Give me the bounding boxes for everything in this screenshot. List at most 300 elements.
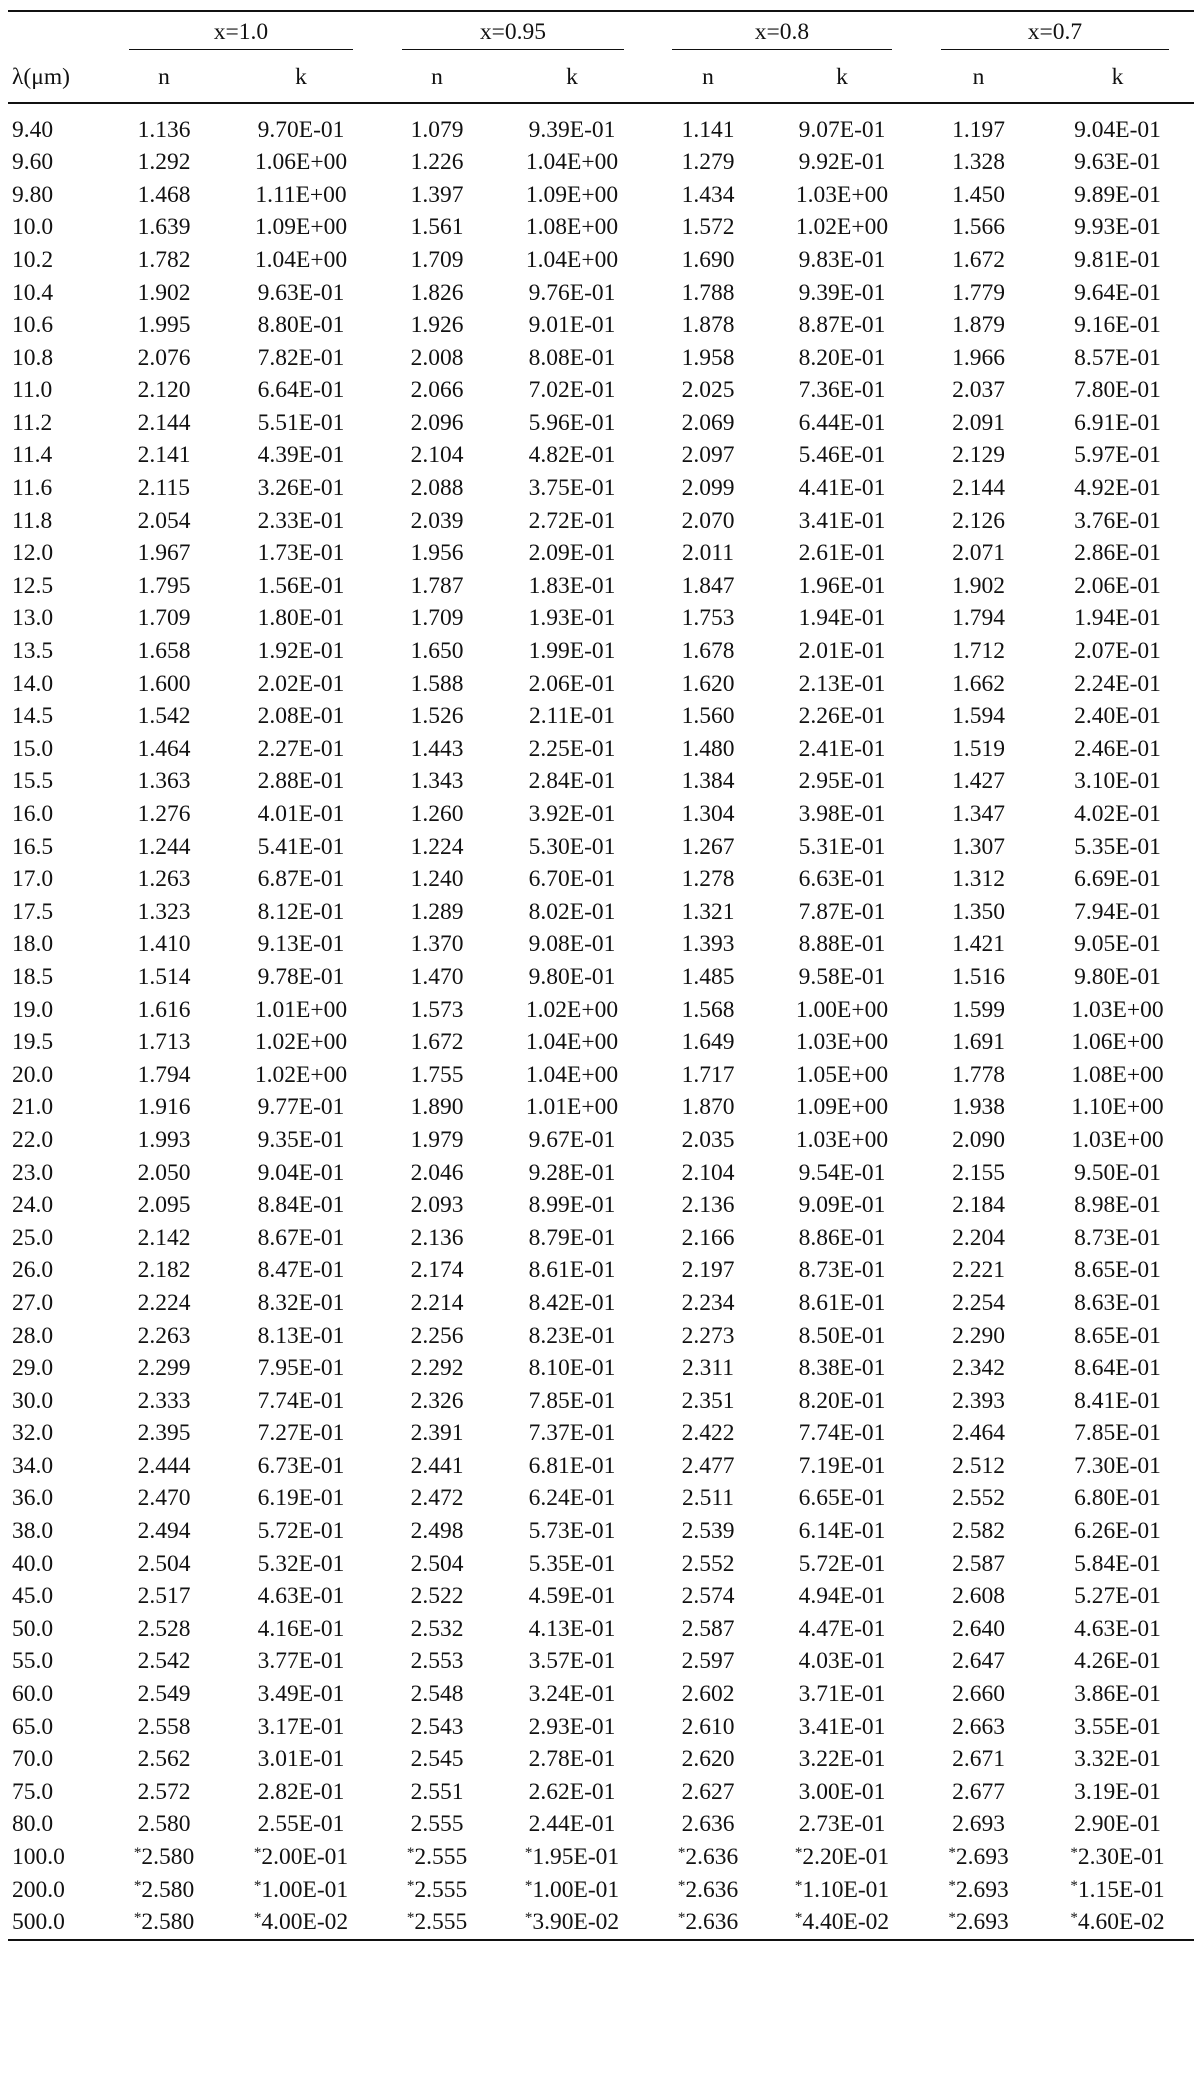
k-cell: 3.01E-01 (257, 1746, 345, 1773)
k-cell: 4.47E-01 (798, 1615, 886, 1642)
k-cell: 7.19E-01 (798, 1452, 886, 1479)
asterisk-mark: * (133, 1845, 142, 1862)
wavelength-cell: 40.0 (12, 1550, 54, 1577)
k-cell: 6.69E-01 (1074, 866, 1161, 893)
n-cell: 2.104 (681, 1159, 735, 1186)
k-cell: 8.86E-01 (798, 1224, 886, 1251)
n-cell: 2.636 (681, 1811, 735, 1838)
k-cell: 2.55E-01 (257, 1811, 345, 1838)
table-row (8, 1027, 1194, 1060)
k-cell: 3.10E-01 (1074, 768, 1161, 795)
n-cell: 1.753 (681, 605, 735, 632)
n-cell: 2.155 (952, 1159, 1005, 1186)
k-cell: 7.94E-01 (1074, 898, 1161, 925)
n-cell: 1.650 (410, 638, 464, 665)
cell-value: 2.30E-01 (1077, 1844, 1165, 1871)
n-cell: 2.342 (952, 1355, 1005, 1382)
table-row (8, 1516, 1194, 1549)
n-cell: 2.587 (681, 1615, 735, 1642)
n-cell: 1.468 (137, 181, 191, 208)
n-cell: 2.142 (137, 1224, 191, 1251)
wavelength-cell: 19.5 (12, 1029, 54, 1056)
n-cell: 1.717 (681, 1061, 735, 1088)
k-cell: 1.03E+00 (795, 181, 889, 208)
k-cell: 3.19E-01 (1074, 1778, 1161, 1805)
k-cell: 6.64E-01 (257, 377, 345, 404)
k-cell: 4.02E-01 (1074, 801, 1161, 828)
k-cell: 7.95E-01 (257, 1355, 345, 1382)
n-cell: 1.304 (681, 801, 735, 828)
k-cell: 5.51E-01 (257, 409, 345, 436)
k-cell: 5.72E-01 (257, 1518, 345, 1545)
table-row (8, 668, 1194, 701)
asterisk-mark: * (1070, 1845, 1078, 1862)
n-cell: 2.008 (410, 344, 464, 371)
n-cell (378, 1874, 496, 1907)
k-cell: 9.93E-01 (1074, 214, 1161, 241)
k-cell: 9.04E-01 (257, 1159, 345, 1186)
table-row (8, 407, 1194, 440)
n-cell (648, 1907, 768, 1940)
wavelength-cell: 55.0 (12, 1648, 54, 1675)
table-row (8, 1809, 1194, 1842)
asterisk-mark: * (253, 1845, 262, 1862)
k-cell: 7.85E-01 (528, 1387, 616, 1414)
n-cell: 1.485 (681, 963, 735, 990)
k-cell: 2.08E-01 (257, 703, 345, 730)
table-row (8, 1287, 1194, 1320)
asterisk-mark: * (406, 1845, 415, 1862)
n-cell: 1.079 (410, 116, 464, 143)
n-cell: 1.870 (681, 1094, 735, 1121)
k-cell (496, 1874, 648, 1907)
wavelength-cell: 36.0 (12, 1485, 54, 1512)
n-cell: 2.071 (952, 540, 1005, 567)
n-cell: 2.545 (410, 1746, 464, 1773)
n-cell: 2.660 (952, 1681, 1005, 1708)
n-cell: 1.427 (952, 768, 1005, 795)
wavelength-cell: 23.0 (12, 1159, 54, 1186)
k-cell: 1.04E+00 (525, 1061, 619, 1088)
k-cell: 2.33E-01 (257, 507, 345, 534)
wavelength-cell: 11.6 (12, 475, 53, 502)
asterisk-mark: * (948, 1910, 956, 1927)
table-row (8, 1776, 1194, 1809)
k-cell: 8.88E-01 (798, 931, 886, 958)
k-cell: 8.61E-01 (798, 1289, 886, 1316)
k-cell: 6.63E-01 (798, 866, 886, 893)
n-cell: 2.470 (137, 1485, 191, 1512)
cell-value: 2.636 (685, 1876, 739, 1903)
k-cell: 5.96E-01 (528, 409, 616, 436)
k-cell: 1.80E-01 (257, 605, 345, 632)
wavelength-cell: 50.0 (12, 1615, 54, 1642)
n-cell: 1.519 (952, 735, 1005, 762)
n-cell: 1.312 (952, 866, 1005, 893)
group-header-x095 (378, 12, 648, 54)
wavelength-cell: 10.2 (12, 246, 54, 273)
n-cell (916, 1874, 1041, 1907)
k-cell: 9.16E-01 (1074, 312, 1161, 339)
k-cell: 3.75E-01 (528, 475, 616, 502)
k-cell: 2.82E-01 (257, 1778, 345, 1805)
k-cell: 8.98E-01 (1074, 1192, 1161, 1219)
k-cell: 4.39E-01 (257, 442, 345, 469)
n-cell: 1.709 (137, 605, 191, 632)
k-cell: 8.08E-01 (528, 344, 616, 371)
n-cell: 2.539 (681, 1518, 735, 1545)
table-row (8, 929, 1194, 962)
n-cell: 2.174 (410, 1257, 464, 1284)
n-cell: 2.393 (952, 1387, 1005, 1414)
n-cell: 1.323 (137, 898, 191, 925)
table-row (8, 961, 1194, 994)
n-cell: 1.755 (410, 1061, 464, 1088)
n-cell: 1.782 (137, 246, 191, 273)
k-cell: 3.55E-01 (1074, 1713, 1161, 1740)
k-cell: 4.63E-01 (257, 1583, 345, 1610)
n-cell: 1.393 (681, 931, 735, 958)
n-cell: 1.620 (681, 670, 735, 697)
k-cell: 6.81E-01 (528, 1452, 616, 1479)
wavelength-cell: 70.0 (12, 1746, 54, 1773)
wavelength-cell: 27.0 (12, 1289, 54, 1316)
k-cell: 7.02E-01 (528, 377, 616, 404)
n-header: n (378, 54, 496, 103)
cell-value: 2.693 (955, 1876, 1009, 1903)
n-cell: 1.649 (681, 1029, 735, 1056)
k-cell: 1.03E+00 (1071, 1126, 1164, 1153)
n-cell: 2.580 (137, 1811, 191, 1838)
k-cell: 9.77E-01 (257, 1094, 345, 1121)
k-cell: 9.80E-01 (528, 963, 616, 990)
k-cell: 3.71E-01 (798, 1681, 886, 1708)
wavelength-cell: 12.0 (12, 540, 54, 567)
k-cell: 1.04E+00 (525, 246, 619, 273)
asterisk-mark: * (794, 1910, 803, 1927)
group-label: x=0.95 (402, 21, 623, 51)
asterisk-mark: * (253, 1910, 262, 1927)
table-row (8, 375, 1194, 408)
k-cell: 8.65E-01 (1074, 1322, 1161, 1349)
n-cell: 2.076 (137, 344, 191, 371)
k-cell: 5.27E-01 (1074, 1583, 1161, 1610)
k-cell: 1.10E+00 (1071, 1094, 1164, 1121)
table-row (8, 114, 1194, 147)
n-cell: 2.091 (952, 409, 1005, 436)
asterisk-mark: * (1070, 1910, 1078, 1927)
n-cell: 2.582 (952, 1518, 1005, 1545)
k-cell: 2.46E-01 (1074, 735, 1161, 762)
k-cell: 9.08E-01 (528, 931, 616, 958)
k-cell: 1.09E+00 (525, 181, 619, 208)
k-cell (1041, 1841, 1194, 1874)
k-cell: 7.85E-01 (1074, 1420, 1161, 1447)
n-cell: 1.787 (410, 572, 464, 599)
table-row (8, 1059, 1194, 1092)
k-cell: 2.26E-01 (798, 703, 886, 730)
n-cell: 2.640 (952, 1615, 1005, 1642)
table-row (8, 179, 1194, 212)
table-row (8, 766, 1194, 799)
k-cell: 3.92E-01 (528, 801, 616, 828)
n-cell: 2.214 (410, 1289, 464, 1316)
bottom-rule (8, 1939, 1194, 1940)
k-cell: 6.24E-01 (528, 1485, 616, 1512)
wavelength-cell: 15.5 (12, 768, 54, 795)
k-cell (1041, 1907, 1194, 1940)
wavelength-cell: 26.0 (12, 1257, 54, 1284)
n-cell: 2.166 (681, 1224, 735, 1251)
n-cell: 2.444 (137, 1452, 191, 1479)
n-cell: 2.115 (137, 475, 190, 502)
n-cell: 1.779 (952, 279, 1005, 306)
n-cell: 2.066 (410, 377, 464, 404)
k-cell: 1.08E+00 (525, 214, 619, 241)
table-row (8, 603, 1194, 636)
n-cell: 1.350 (952, 898, 1005, 925)
group-header-x08 (648, 12, 916, 54)
n-cell (104, 1874, 224, 1907)
k-cell: 9.04E-01 (1074, 116, 1161, 143)
k-cell: 6.91E-01 (1074, 409, 1161, 436)
n-cell: 1.794 (137, 1061, 191, 1088)
k-cell: 7.74E-01 (798, 1420, 886, 1447)
n-cell: 1.778 (952, 1061, 1005, 1088)
k-cell: 8.20E-01 (798, 344, 886, 371)
n-cell: 1.639 (137, 214, 191, 241)
n-cell: 2.472 (410, 1485, 464, 1512)
cell-value: 2.00E-01 (261, 1844, 349, 1871)
n-cell: 2.597 (681, 1648, 735, 1675)
k-cell: 3.41E-01 (798, 1713, 886, 1740)
n-cell: 2.120 (137, 377, 191, 404)
k-cell: 5.97E-01 (1074, 442, 1161, 469)
n-cell: 2.602 (681, 1681, 735, 1708)
n-cell: 1.890 (410, 1094, 464, 1121)
n-cell: 2.099 (681, 475, 735, 502)
table-row (8, 277, 1194, 310)
n-cell: 2.097 (681, 442, 735, 469)
table-row (8, 864, 1194, 897)
k-cell: 9.81E-01 (1074, 246, 1161, 273)
n-cell: 1.197 (952, 116, 1005, 143)
k-header: k (224, 54, 378, 103)
k-cell: 1.03E+00 (795, 1126, 889, 1153)
k-cell: 4.13E-01 (528, 1615, 616, 1642)
k-cell: 8.13E-01 (257, 1322, 345, 1349)
table-row (8, 1190, 1194, 1223)
n-cell: 2.263 (137, 1322, 191, 1349)
n-cell: 2.574 (681, 1583, 735, 1610)
k-cell: 9.35E-01 (257, 1126, 345, 1153)
k-cell: 8.02E-01 (528, 898, 616, 925)
wavelength-header: λ(μm) (8, 54, 104, 103)
n-cell: 2.093 (410, 1192, 464, 1219)
n-cell: 1.588 (410, 670, 464, 697)
asterisk-mark: * (794, 1877, 803, 1894)
k-cell: 4.59E-01 (528, 1583, 616, 1610)
k-cell: 9.13E-01 (257, 931, 345, 958)
n-cell: 1.938 (952, 1094, 1005, 1121)
k-cell: 8.57E-01 (1074, 344, 1161, 371)
wavelength-cell: 20.0 (12, 1061, 54, 1088)
k-cell: 7.37E-01 (528, 1420, 616, 1447)
k-cell: 1.06E+00 (1071, 1029, 1164, 1056)
cell-value: 1.10E-01 (802, 1876, 890, 1903)
k-cell: 2.24E-01 (1074, 670, 1161, 697)
asterisk-mark: * (677, 1910, 686, 1927)
table-row (8, 1646, 1194, 1679)
k-cell: 4.01E-01 (257, 801, 345, 828)
k-cell: 8.10E-01 (528, 1355, 616, 1382)
n-cell: 2.553 (410, 1648, 464, 1675)
n-cell: 2.129 (952, 442, 1005, 469)
k-cell: 1.03E+00 (1071, 996, 1164, 1023)
n-cell: 2.184 (952, 1192, 1005, 1219)
n-cell: 2.512 (952, 1452, 1005, 1479)
k-cell: 3.17E-01 (257, 1713, 345, 1740)
n-cell: 2.477 (681, 1452, 735, 1479)
wavelength-cell: 45.0 (12, 1583, 54, 1610)
n-cell: 2.511 (681, 1485, 734, 1512)
n-cell: 1.902 (137, 279, 191, 306)
n-cell: 2.552 (681, 1550, 735, 1577)
n-cell: 2.677 (952, 1778, 1005, 1805)
n-cell: 1.879 (952, 312, 1005, 339)
asterisk-mark: * (133, 1877, 142, 1894)
n-cell: 2.136 (681, 1192, 735, 1219)
cell-value: 2.636 (685, 1844, 739, 1871)
k-cell: 2.95E-01 (798, 768, 886, 795)
table-row (8, 505, 1194, 538)
wavelength-cell: 9.40 (12, 116, 54, 143)
n-cell (378, 1841, 496, 1874)
wavelength-cell: 11.0 (12, 377, 53, 404)
n-cell: 2.104 (410, 442, 464, 469)
n-cell: 1.560 (681, 703, 735, 730)
n-cell: 2.035 (681, 1126, 735, 1153)
k-cell: 9.78E-01 (257, 963, 345, 990)
n-cell: 1.224 (410, 833, 464, 860)
k-cell: 3.77E-01 (257, 1648, 345, 1675)
n-cell: 1.434 (681, 181, 735, 208)
asterisk-mark: * (524, 1845, 533, 1862)
n-cell: 1.421 (952, 931, 1005, 958)
k-cell: 1.73E-01 (257, 540, 345, 567)
n-cell: 2.555 (410, 1811, 464, 1838)
table-row (8, 733, 1194, 766)
n-cell: 1.568 (681, 996, 735, 1023)
n-cell: 2.562 (137, 1746, 191, 1773)
k-cell: 1.83E-01 (528, 572, 616, 599)
k-cell: 7.87E-01 (798, 898, 886, 925)
n-cell: 2.627 (681, 1778, 735, 1805)
n-cell: 2.549 (137, 1681, 191, 1708)
n-cell: 1.226 (410, 149, 464, 176)
n-cell (916, 1841, 1041, 1874)
asterisk-mark: * (524, 1877, 533, 1894)
k-cell: 5.72E-01 (798, 1550, 886, 1577)
n-cell: 1.136 (137, 116, 191, 143)
k-cell: 1.09E+00 (254, 214, 348, 241)
k-cell (768, 1874, 916, 1907)
k-cell: 8.65E-01 (1074, 1257, 1161, 1284)
k-cell (224, 1907, 378, 1940)
k-cell: 1.02E+00 (254, 1061, 348, 1088)
wavelength-cell: 13.0 (12, 605, 54, 632)
table-row (8, 1353, 1194, 1386)
k-cell: 8.73E-01 (1074, 1224, 1161, 1251)
n-cell: 1.967 (137, 540, 191, 567)
k-cell: 5.35E-01 (1074, 833, 1161, 860)
k-cell (224, 1841, 378, 1874)
n-cell: 2.088 (410, 475, 464, 502)
k-cell: 2.01E-01 (798, 638, 886, 665)
n-cell: 2.069 (681, 409, 735, 436)
k-cell: 1.09E+00 (795, 1094, 889, 1121)
n-cell: 2.256 (410, 1322, 464, 1349)
cell-value: 2.580 (141, 1876, 195, 1903)
k-cell: 9.70E-01 (257, 116, 345, 143)
k-cell: 3.49E-01 (257, 1681, 345, 1708)
n-cell: 2.039 (410, 507, 464, 534)
n-cell: 2.494 (137, 1518, 191, 1545)
table-body (8, 114, 1194, 1939)
k-cell: 1.11E+00 (255, 181, 347, 208)
k-cell: 5.41E-01 (257, 833, 345, 860)
k-cell: 8.12E-01 (257, 898, 345, 925)
k-cell: 5.35E-01 (528, 1550, 616, 1577)
k-cell: 8.63E-01 (1074, 1289, 1161, 1316)
n-cell (104, 1841, 224, 1874)
table-row (8, 1744, 1194, 1777)
n-cell: 2.395 (137, 1420, 191, 1447)
cell-value: 2.580 (141, 1844, 195, 1871)
n-cell: 1.573 (410, 996, 464, 1023)
column-header-row (8, 54, 1194, 103)
n-cell: 1.691 (952, 1029, 1005, 1056)
n-cell: 2.522 (410, 1583, 464, 1610)
group-header-row (8, 12, 1194, 54)
n-cell: 1.516 (952, 963, 1005, 990)
k-cell: 3.57E-01 (528, 1648, 616, 1675)
n-cell: 1.343 (410, 768, 464, 795)
table-row (8, 1679, 1194, 1712)
cell-value: 1.95E-01 (532, 1844, 620, 1871)
n-cell: 1.788 (681, 279, 735, 306)
n-cell: 1.795 (137, 572, 191, 599)
k-cell: 2.62E-01 (528, 1778, 616, 1805)
k-cell: 3.41E-01 (798, 507, 886, 534)
wavelength-cell: 9.60 (12, 149, 54, 176)
n-cell (104, 1907, 224, 1940)
n-cell: 2.498 (410, 1518, 464, 1545)
wavelength-cell: 500.0 (12, 1909, 65, 1936)
wavelength-cell: 32.0 (12, 1420, 54, 1447)
n-cell: 2.548 (410, 1681, 464, 1708)
n-cell: 1.826 (410, 279, 464, 306)
n-cell: 2.610 (681, 1713, 735, 1740)
n-cell: 1.993 (137, 1126, 191, 1153)
k-cell: 2.06E-01 (1074, 572, 1161, 599)
k-cell: 9.76E-01 (528, 279, 616, 306)
table-row (8, 310, 1194, 343)
wavelength-cell: 65.0 (12, 1713, 54, 1740)
table-row (8, 1581, 1194, 1614)
k-cell: 8.73E-01 (798, 1257, 886, 1284)
wavelength-cell: 34.0 (12, 1452, 54, 1479)
